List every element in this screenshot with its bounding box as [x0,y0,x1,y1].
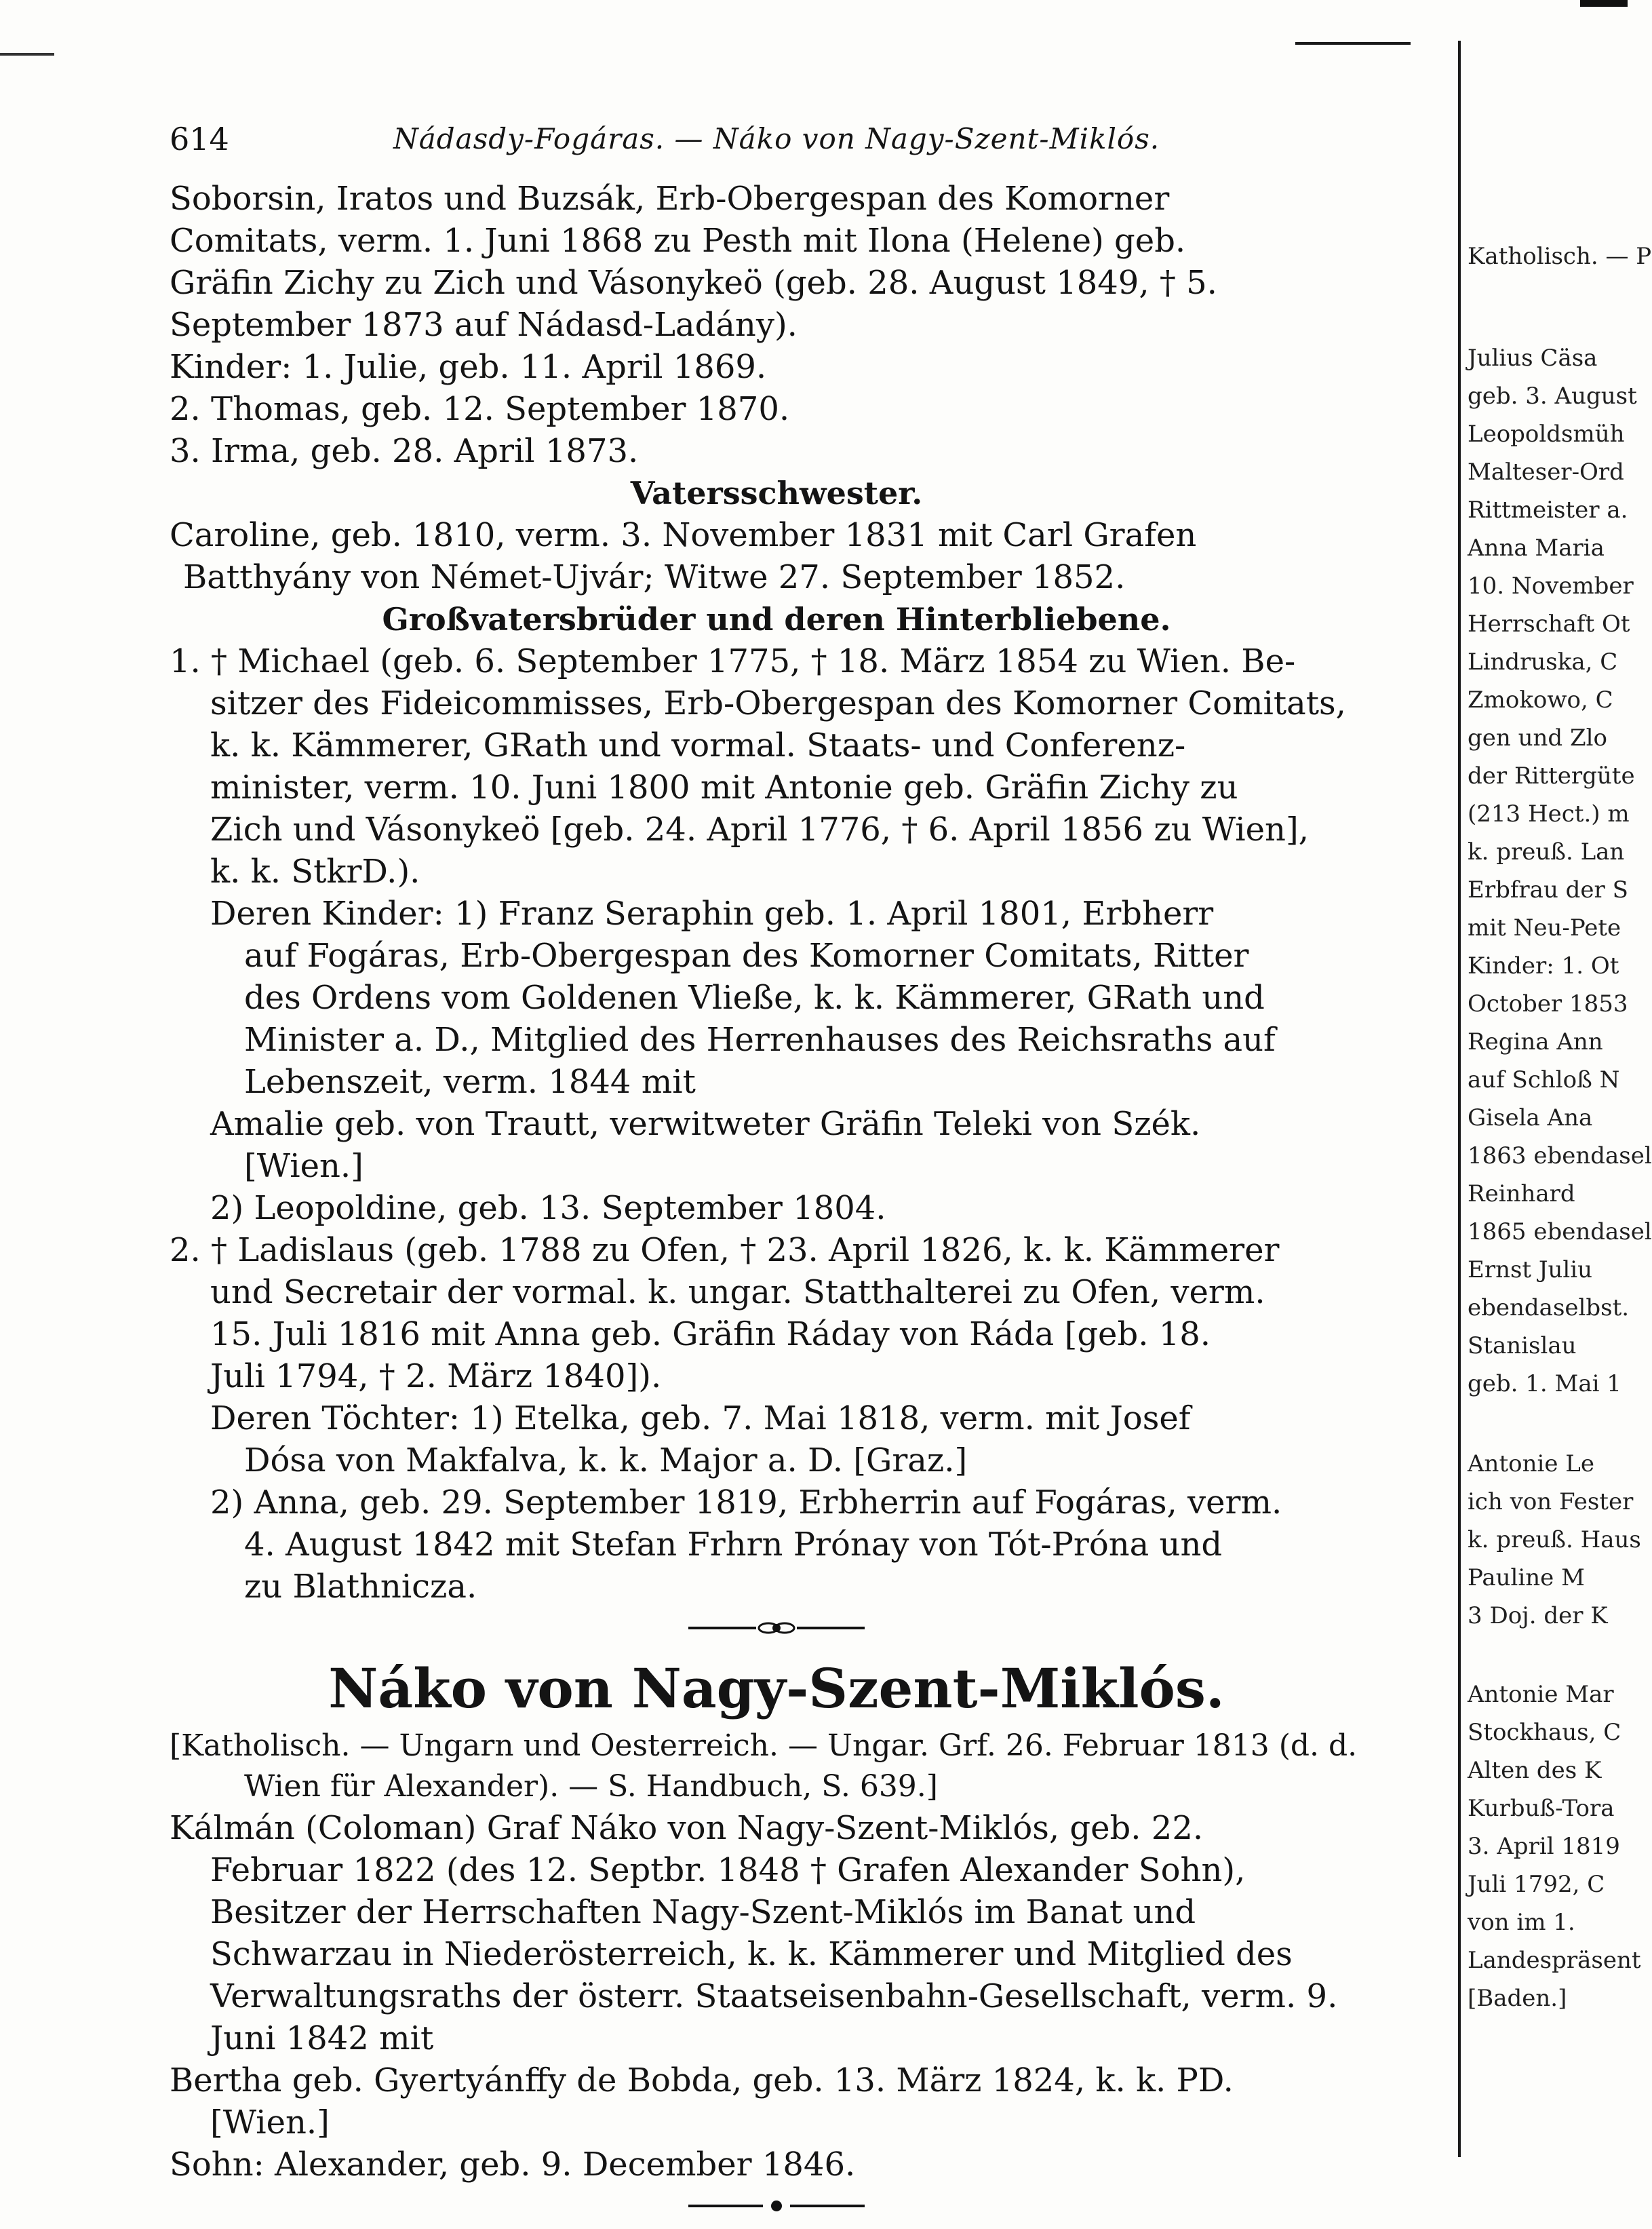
text-line: 2) Leopoldine, geb. 13. September 1804. [210,1189,886,1227]
text-line: Kálmán (Coloman) Graf Náko von Nagy-Szent-Miklós, geb. 22. [170,1809,1204,1847]
text-line: Besitzer der Herrschaften Nagy-Szent-Miklós im Banat und [210,1893,1196,1931]
text-line: Februar 1822 (des 12. Septbr. 1848 † Grafen Alexander Sohn), [210,1851,1246,1889]
text-line: Bertha geb. Gyertyánffy de Bobda, geb. 13. März 1824, k. k. PD. [170,2061,1234,2099]
strip-line: 1865 ebendasel [1468,1218,1652,1245]
page-header [170,121,1363,168]
strip-line: auf Schloß N [1468,1066,1620,1093]
text-line: und Secretair der vormal. k. ungar. Statthalterei zu Ofen, verm. [210,1273,1265,1311]
strip-line: Katholisch. — P [1468,243,1652,270]
section-heading-vaterschwester: Vatersschwester. [630,475,923,511]
strip-line: Stockhaus, C [1468,1719,1621,1746]
strip-line: Malteser-Ord [1468,459,1624,486]
strip-line: der Rittergüte [1468,762,1635,790]
strip-line: Zmokowo, C [1468,686,1613,714]
top-rule [1295,42,1411,45]
strip-line: Anna Maria [1468,535,1605,562]
strip-line: Erbfrau der S [1468,876,1628,904]
strip-line: Reinhard [1468,1180,1575,1207]
text-line: Juli 1794, † 2. März 1840]). [210,1357,662,1395]
text-line: Comitats, verm. 1. Juni 1868 zu Pesth mit Ilona (Helene) geb. [170,222,1186,260]
text-line: 4. August 1842 mit Stefan Frhrn Prónay von Tót-Próna und [244,1526,1223,1564]
text-line: Deren Töchter: 1) Etelka, geb. 7. Mai 1818, verm. mit Josef [210,1399,1191,1437]
text-line: Amalie geb. von Trautt, verwitweter Gräfin Teleki von Szék. [210,1105,1201,1143]
text-line: 2. † Ladislaus (geb. 1788 zu Ofen, † 23. April 1826, k. k. Kämmerer [170,1231,1280,1269]
strip-line: 10. November [1468,573,1634,600]
text-line: Verwaltungsraths der österr. Staatseisenbahn-Gesellschaft, verm. 9. [210,1977,1338,2015]
strip-line: (213 Hect.) m [1468,800,1630,828]
text-line: September 1873 auf Nádasd-Ladány). [170,306,798,344]
strip-line: Gisela Ana [1468,1104,1593,1131]
text-line: 15. Juli 1816 mit Anna geb. Gräfin Ráday von Ráda [geb. 18. [210,1315,1211,1353]
strip-line: k. preuß. Lan [1468,838,1625,866]
strip-line: 3 Doj. der K [1468,1602,1608,1629]
strip-line: Juli 1792, C [1468,1871,1605,1898]
strip-line: Kurbuß-Tora [1468,1795,1615,1822]
strip-line: Rittmeister a. [1468,497,1628,524]
text-line: zu Blathnicza. [244,1568,477,1606]
strip-line: Herrschaft Ot [1468,610,1630,638]
strip-line: Ernst Juliu [1468,1256,1593,1283]
strip-line: Landespräsent [1468,1947,1641,1974]
strip-line: gen und Zlo [1468,724,1607,752]
section-note: [Katholisch. — Ungarn und Oesterreich. — Ungar. Grf. 26. Februar 1813 (d. d. [170,1728,1358,1763]
main-column [170,178,1383,2229]
text-line: Dósa von Makfalva, k. k. Major a. D. [Graz.] [244,1441,968,1479]
text-line: Lebenszeit, verm. 1844 mit [244,1063,696,1101]
section-heading-grossvater: Großvatersbrüder und deren Hinterbliebene. [382,601,1171,638]
strip-line: Kinder: 1. Ot [1468,952,1619,980]
strip-line: Antonie Mar [1468,1681,1614,1708]
strip-line: Lindruska, C [1468,648,1618,676]
strip-line: ebendaselbst. [1468,1294,1630,1321]
text-line: 2) Anna, geb. 29. September 1819, Erbherrin auf Fogáras, verm. [210,1484,1282,1521]
section-title: Náko von Nagy-Szent-Miklós. [328,1656,1225,1720]
strip-line: mit Neu-Pete [1468,914,1621,942]
strip-line: 3. April 1819 [1468,1833,1620,1860]
strip-line: Antonie Le [1468,1450,1594,1477]
strip-line: geb. 1. Mai 1 [1468,1370,1621,1397]
page-number: 614 [170,121,229,157]
strip-line: Alten des K [1468,1757,1602,1784]
section-note: Wien für Alexander). — S. Handbuch, S. 639.] [244,1769,938,1804]
text-line: Gräfin Zichy zu Zich und Vásonykeö (geb. 28. August 1849, † 5. [170,264,1217,302]
text-line: minister, verm. 10. Juni 1800 mit Antonie geb. Gräfin Zichy zu [210,769,1238,807]
text-line: des Ordens vom Goldenen Vließe, k. k. Kämmerer, GRath und [244,979,1265,1017]
text-line: Minister a. D., Mitglied des Herrenhauses des Reichsraths auf [244,1021,1276,1059]
page-gutter-rule [1458,41,1461,2157]
adjacent-page-strip [1458,0,1652,2171]
strip-line: Stanislau [1468,1332,1577,1359]
text-line: k. k. StkrD.). [210,853,420,891]
text-line: Deren Kinder: 1) Franz Seraphin geb. 1. April 1801, Erbherr [210,895,1214,933]
text-line: Batthyány von Német-Ujvár; Witwe 27. September 1852. [183,558,1126,596]
strip-line: 1863 ebendasel [1468,1142,1652,1169]
strip-line: geb. 3. August [1468,383,1637,410]
strip-line: ich von Fester [1468,1488,1634,1515]
ornament-divider [688,1620,865,1636]
text-line: 1. † Michael (geb. 6. September 1775, † 18. März 1854 zu Wien. Be- [170,642,1296,680]
strip-line: k. preuß. Haus [1468,1526,1641,1553]
ornament-divider [688,2198,865,2214]
running-head: Nádasdy-Fogáras. — Náko von Nagy-Szent-Miklós. [393,122,1160,155]
strip-line: Pauline M [1468,1564,1585,1591]
text-line: [Wien.] [244,1147,363,1185]
scan-mark [0,53,54,56]
children-line: Kinder: 1. Julie, geb. 11. April 1869. [170,348,767,386]
children-line: 3. Irma, geb. 28. April 1873. [170,432,639,470]
text-line: Schwarzau in Niederösterreich, k. k. Kämmerer und Mitglied des [210,1935,1293,1973]
text-line: Caroline, geb. 1810, verm. 3. November 1831 mit Carl Grafen [170,516,1197,554]
strip-line: von im 1. [1468,1909,1575,1936]
strip-line: [Baden.] [1468,1985,1567,2012]
children-line: 2. Thomas, geb. 12. September 1870. [170,390,790,428]
text-line: Zich und Vásonykeö [geb. 24. April 1776, † 6. April 1856 zu Wien], [210,811,1309,849]
strip-line: Leopoldsmüh [1468,421,1625,448]
strip-line: October 1853 [1468,990,1628,1017]
strip-line: Julius Cäsa [1468,345,1598,372]
text-line: Juni 1842 mit [210,2019,434,2057]
strip-line: Regina Ann [1468,1028,1603,1055]
text-line: sitzer des Fideicommisses, Erb-Obergespan des Komorner Comitats, [210,684,1346,722]
text-line: Sohn: Alexander, geb. 9. December 1846. [170,2146,856,2184]
text-line: [Wien.] [210,2104,330,2141]
text-line: Soborsin, Iratos und Buzsák, Erb-Obergespan des Komorner [170,180,1170,218]
text-line: k. k. Kämmerer, GRath und vormal. Staats- und Conferenz- [210,726,1186,764]
text-line: auf Fogáras, Erb-Obergespan des Komorner Comitats, Ritter [244,937,1249,975]
